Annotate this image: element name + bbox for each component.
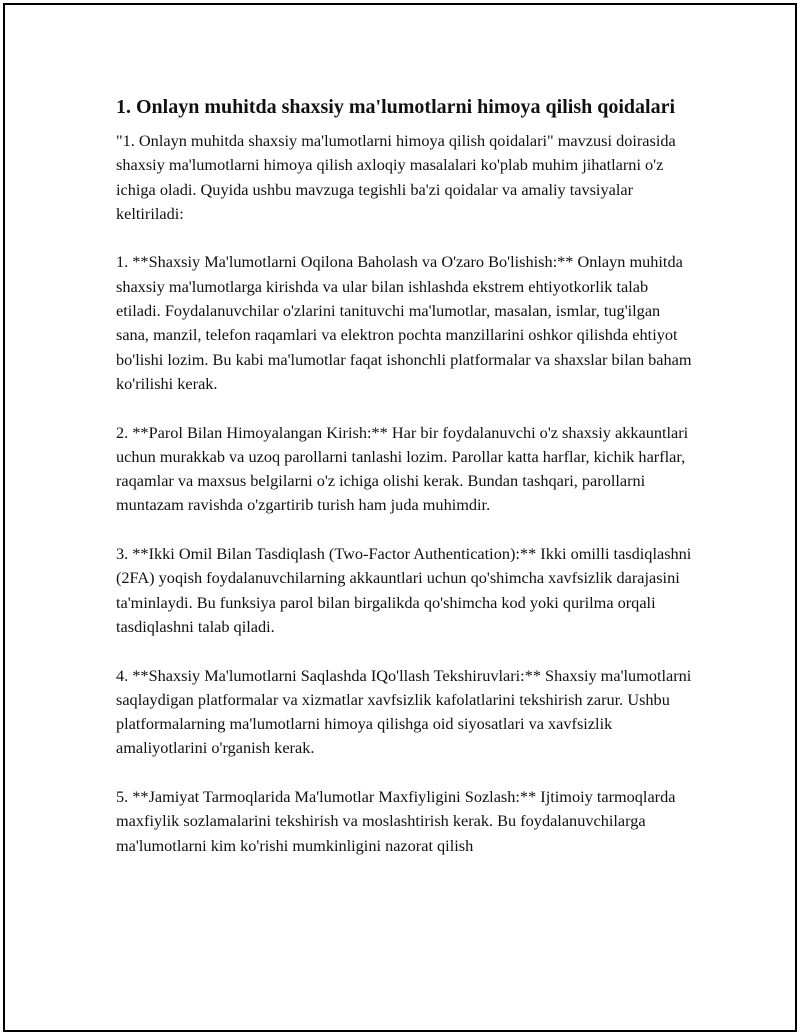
rule-2-paragraph: 2. **Parol Bilan Himoyalangan Kirish:** Har bir foydalanuvchi o'z shaxsiy akkauntlari uchun murakkab va uzoq parollarni tanlashi lozim. Parollar katta harflar, kichik harflar, raqamlar va maxsus belgilarni o'z ichiga olishi kerak. Bundan tashqari, parollarni muntazam ravishda o'zgartirib turish ham juda muhimdir.	[116, 422, 689, 515]
rule-3-paragraph: 3. **Ikki Omil Bilan Tasdiqlash (Two-Factor Authentication):** Ikki omilli tasdiqlashni (2FA) yoqish foydalanuvchilarning akkauntlari uchun qo'shimcha xavfsizlik darajasini ta'minlaydi. Bu funksiya parol bilan birgalikda qo'shimcha kod yoki qurilma orqali tasdiqlashni talab qiladi.	[116, 544, 692, 636]
rule-4-paragraph: 4. **Shaxsiy Ma'lumotlarni Saqlashda IQo'llash Tekshiruvlari:** Shaxsiy ma'lumotlarni saqlaydigan platformalar va xizmatlar xavfsizlik kafolatlarini tekshirish zarur. Ushbu platformalarning ma'lumotlarni himoya qilishga oid siyosatlari va xavfsizlik amaliyotlarini o'rganish kerak.	[116, 665, 692, 758]
intro-paragraph: "1. Onlayn muhitda shaxsiy ma'lumotlarni himoya qilish qoidalari" mavzusi doirasida shaxsiy ma'lumotlarni himoya qilish axloqiy masalalari ko'plab muhim jihatlarni o'z ichiga oladi. Quyida ushbu mavzuga tegishli ba'zi qoidalar va amaliy tavsiyalar keltiriladi:	[116, 131, 676, 223]
rule-5-paragraph: 5. **Jamiyat Tarmoqlarida Ma'lumotlar Maxfiyligini Sozlash:** Ijtimoiy tarmoqlarda maxfiylik sozlamalarini tekshirish va moslashtirish kerak. Bu foydalanuvchilarga ma'lumotlarni kim ko'rishi mumkinligini nazorat qilish	[116, 787, 676, 855]
document-title: 1. Onlayn muhitda shaxsiy ma'lumotlarni himoya qilish qoidalari	[116, 96, 676, 118]
rule-1-paragraph: 1. **Shaxsiy Ma'lumotlarni Oqilona Baholash va O'zaro Bo'lishish:** Onlayn muhitda shaxsiy ma'lumotlarga kirishda va ular bilan ishlashda ekstrem ehtiyotkorlik talab etiladi. Foydalanuvchilar o'zlarini tanituvchi ma'lumotlar, masalan, ismlar, tug'ilgan sana, manzil, telefon raqamlari va elektron pochta manzillarini oshkor qilishda ehtiyot bo'lishi lozim. Bu kabi ma'lumotlar faqat ishonchli platformalar va shaxslar bilan baham ko'rilishi kerak.	[116, 252, 692, 393]
document-body	[116, 93, 696, 882]
